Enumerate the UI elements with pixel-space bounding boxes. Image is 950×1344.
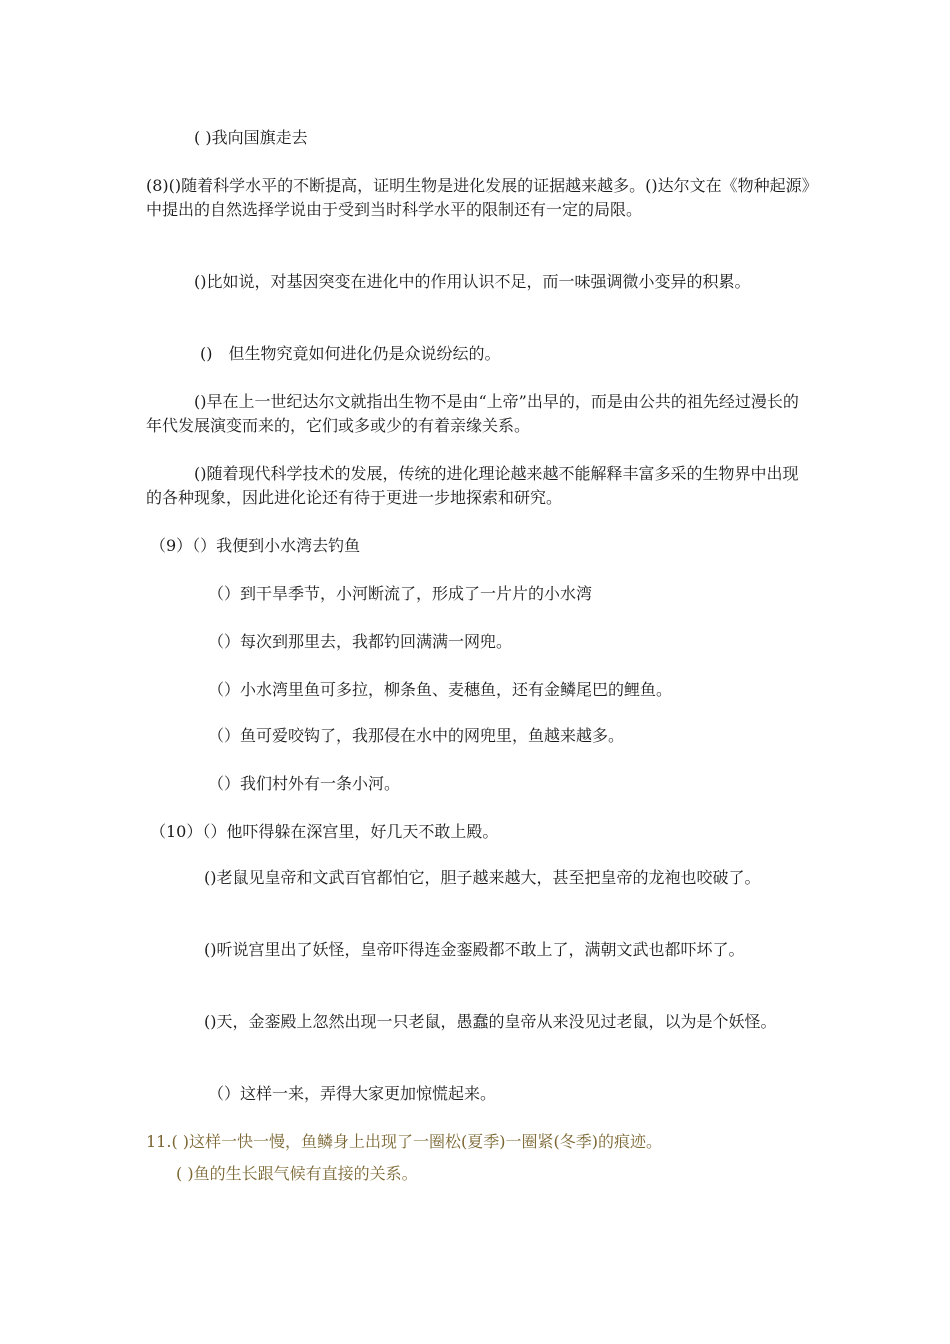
text-item-10-d: （）这样一来，弄得大家更加惊慌起来。 [208, 1084, 497, 1103]
text-paragraph-8-a: ()比如说，对基因突变在进化中的作用认识不足，而一味强调微小变异的积累。 [194, 272, 751, 291]
text-item-9-a: （）到干旱季节，小河断流了，形成了一片片的小水湾 [208, 584, 593, 603]
text-line-1: ( )我向国旗走去 [194, 128, 308, 147]
text-paragraph-8-c: ()早在上一世纪达尔文就指出生物不是由“上帝”出早的，而是由公共的祖先经过漫长的年代发展演变而来的，它们或多或少的有着亲缘关系。 [146, 392, 799, 435]
text-paragraph-8-b: () 但生物究竟如何进化仍是众说纷纭的。 [200, 344, 501, 363]
text-item-11: 11.( )这样一快一慢，鱼鳞身上出现了一圈松(夏季)一圈紧(冬季)的痕迹。 [146, 1132, 662, 1151]
text-item-10-a: ()老鼠见皇帝和文武百官都怕它，胆子越来越大，甚至把皇帝的龙袍也咬破了。 [204, 868, 761, 887]
text-item-9-e: （）我们村外有一条小河。 [208, 774, 401, 793]
text-item-11-a: ( )鱼的生长跟气候有直接的关系。 [176, 1164, 418, 1183]
text-item-9-c: （）小水湾里鱼可多拉，柳条鱼、麦穗鱼，还有金鳞尾巴的鲤鱼。 [208, 680, 673, 699]
text-paragraph-8: (8)()随着科学水平的不断提高，证明生物是进化发展的证据越来越多。()达尔文在《物种起源》中提出的自然选择学说由于受到当时科学水平的限制还有一定的局限。 [146, 176, 810, 219]
text-item-10-b: ()听说宫里出了妖怪，皇帝吓得连金銮殿都不敢上了，满朝文武也都吓坏了。 [204, 940, 745, 959]
text-item-9-b: （）每次到那里去，我都钓回满满一网兜。 [208, 632, 513, 651]
text-item-9-d: （）鱼可爱咬钩了，我那侵在水中的网兜里，鱼越来越多。 [208, 726, 625, 745]
text-paragraph-8-d: ()随着现代科学技术的发展，传统的进化理论越来越不能解释丰富多采的生物界中出现的各种现象，因此进化论还有待于更进一步地探索和研究。 [146, 464, 799, 507]
text-item-10-c: ()天，金銮殿上忽然出现一只老鼠，愚蠢的皇帝从来没见过老鼠，以为是个妖怪。 [204, 1012, 777, 1031]
text-item-10: （10）（）他吓得躲在深宫里，好几天不敢上殿。 [150, 822, 499, 841]
text-item-9: （9）（）我便到小水湾去钓鱼 [150, 536, 361, 555]
